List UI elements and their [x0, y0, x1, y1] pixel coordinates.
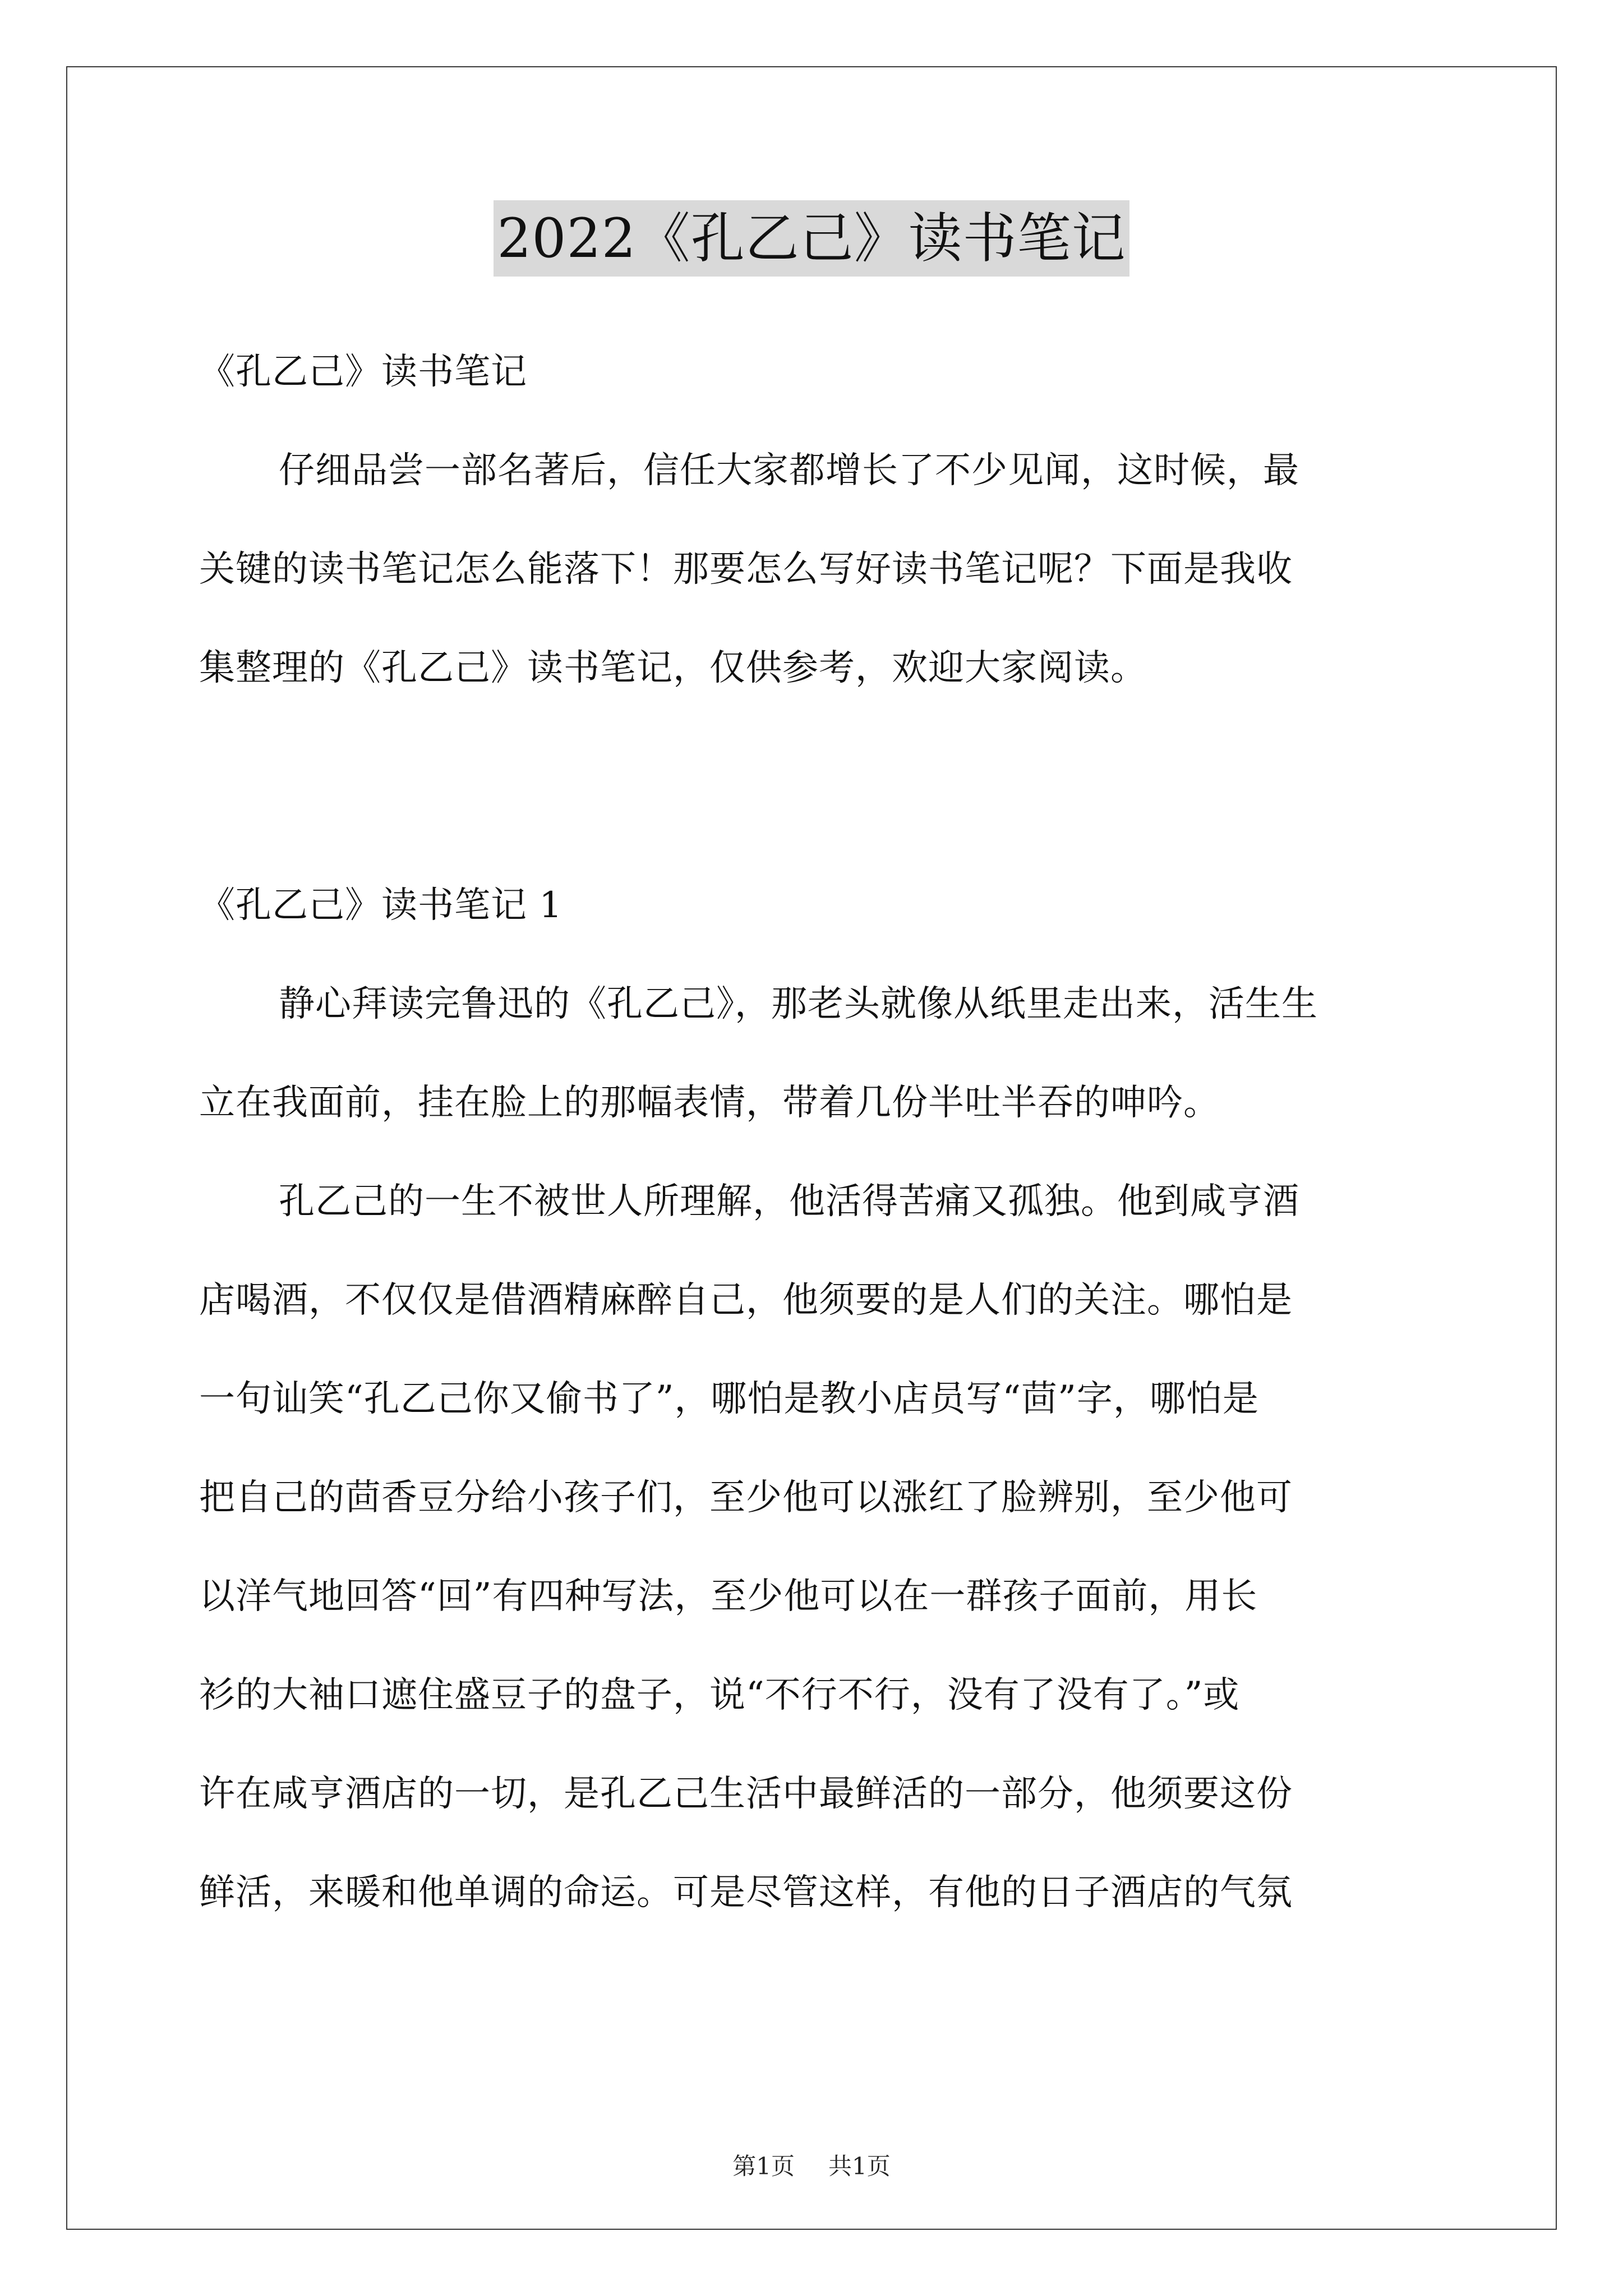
paragraph-line: 静心拜读完鲁迅的《孔乙己》，那老头就像从纸里走出来，活生生: [279, 983, 1318, 1025]
paragraph-line: 把自己的茴香豆分给小孩子们，至少他可以涨红了脸辨别，至少他可: [199, 1477, 1293, 1519]
page-total: 共1页: [828, 2152, 891, 2180]
intro-paragraph: [199, 421, 1436, 717]
intro-line: 关键的读书笔记怎么能落下！那要怎么写好读书笔记呢？下面是我收: [199, 549, 1293, 590]
section-heading-block: [199, 856, 1436, 955]
paragraph-line: 衫的大袖口遮住盛豆子的盘子，说“不行不行，没有了没有了。”或: [199, 1674, 1240, 1716]
paragraph-line: 以洋气地回答“回”有四种写法，至少他可以在一群孩子面前，用长: [199, 1576, 1258, 1617]
document-subtitle: 《孔乙己》读书笔记: [199, 351, 527, 393]
paragraph-line: 孔乙己的一生不被世人所理解，他活得苦痛又孤独。他到咸亨酒: [279, 1181, 1299, 1222]
section-heading: 《孔乙己》读书笔记 1: [199, 885, 563, 926]
paragraph-line: 立在我面前，挂在脸上的那幅表情，带着几份半吐半吞的呻吟。: [199, 1082, 1220, 1124]
paragraph-line: 鲜活，来暖和他单调的命运。可是尽管这样，有他的日子酒店的气氛: [199, 1872, 1293, 1913]
page-number: 第1页: [732, 2152, 795, 2180]
intro-line: 集整理的《孔乙己》读书笔记，仅供参考，欢迎大家阅读。: [199, 647, 1147, 689]
paragraph-2: [199, 1152, 1436, 1942]
paragraph-line: 店喝酒，不仅仅是借酒精麻醉自己，他须要的是人们的关注。哪怕是: [199, 1280, 1293, 1321]
subtitle-block: [199, 323, 1436, 421]
page-footer: [0, 2150, 1623, 2183]
intro-line: 仔细品尝一部名著后，信任大家都增长了不少见闻，这时候，最: [279, 450, 1299, 491]
paragraph-line: 许在咸亨酒店的一切，是孔乙己生活中最鲜活的一部分，他须要这份: [199, 1773, 1293, 1815]
title-container: [0, 200, 1623, 277]
paragraph-1: [199, 955, 1436, 1152]
paragraph-line: 一句讪笑“孔乙己你又偷书了”，哪怕是教小店员写“茴”字，哪怕是: [199, 1378, 1259, 1420]
document-title: 2022《孔乙己》读书笔记: [494, 200, 1129, 277]
